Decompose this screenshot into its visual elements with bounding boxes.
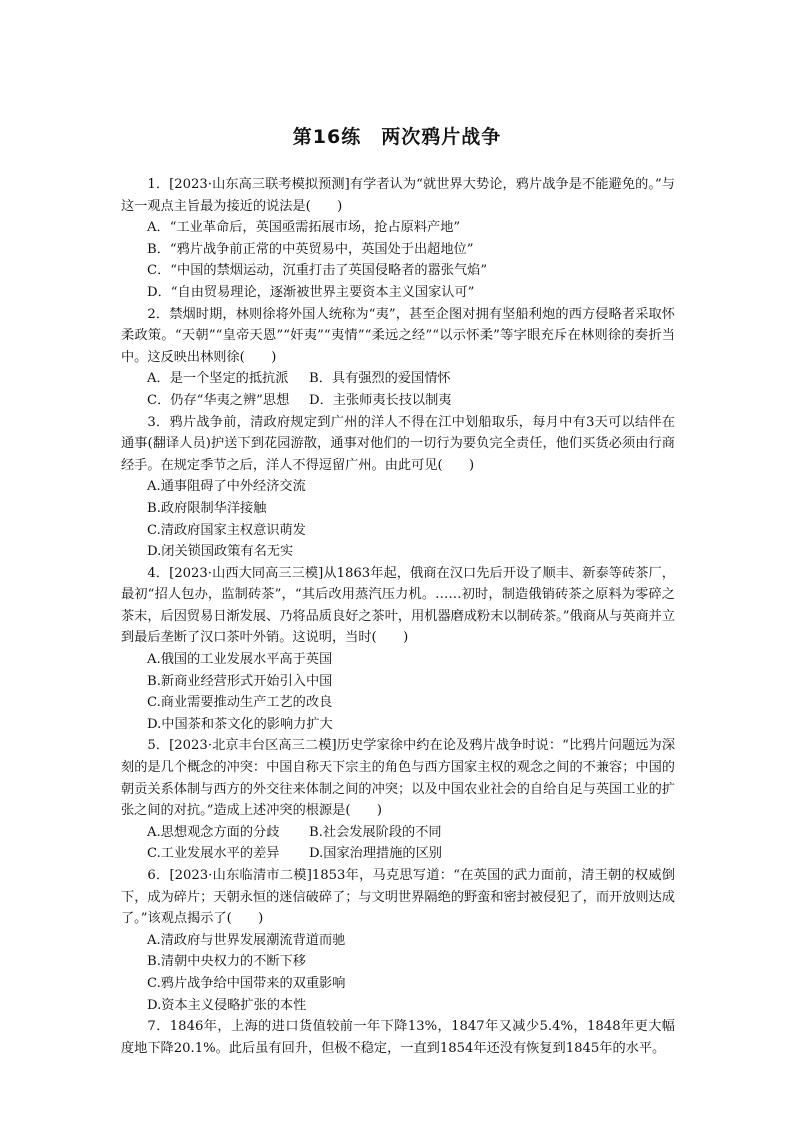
option-a: A．“工业革命后，英国亟需拓展市场，抢占原料产地”	[147, 220, 461, 236]
option-d: D.资本主义侵略扩张的本性	[147, 997, 307, 1013]
question-stem: 7．1846年，上海的进口货值较前一年下降13%，1847年又减少5.4%，1848年更大幅度地下降20.1%。此后虽有回升，但极不稳定，一直到1854年还没有恢复到1845年的水平。	[121, 1019, 675, 1056]
option-b: B.社会发展阶段的不同	[309, 824, 442, 840]
option-a: A.俄国的工业发展水平高于英国	[147, 652, 333, 668]
option-d: D．“自由贸易理论，逐渐被世界主要资本主义国家认可”	[147, 284, 475, 300]
question-2	[121, 304, 675, 412]
option-d: D.闭关锁国政策有名无实	[147, 544, 294, 560]
question-stem: 2．禁烟时期，林则徐将外国人统称为“夷”，甚至企图对拥有坚船利炮的西方侵略者采取怀柔政策。“天朝”“皇帝天恩”“奸夷”“夷情”“柔远之经”“以示怀柔”等字眼充斥在林则徐的奏折当中。这反映出林则徐( )	[121, 306, 675, 365]
option-c: C．“中国的禁烟运动，沉重打击了英国侵略者的嚣张气焰”	[147, 263, 488, 279]
option-c: C．仍存“华夷之辨”思想	[147, 392, 290, 408]
option-b: B.政府限制华洋接触	[147, 500, 267, 516]
page-title: 第16练 两次鸦片战争	[292, 126, 502, 148]
option-c: C.鸦片战争给中国带来的双重影响	[147, 975, 346, 991]
option-a: A.思想观念方面的分歧	[147, 824, 280, 840]
option-a: A.清政府与世界发展潮流背道而驰	[147, 932, 346, 948]
question-stem: 5．[2023·北京丰台区高三二模]历史学家徐中约在论及鸦片战争时说：“比鸦片问题远为深刻的是几个概念的冲突：中国自称天下宗主的角色与西方国家主权的观念之间的不兼容；中国的朝贡关系体制与西方的外交往来体制之间的冲突；以及中国农业社会的自给自足与英国工业的扩张之间的对抗。”造成上述冲突的根源是( )	[121, 738, 675, 819]
question-stem: 3．鸦片战争前，清政府规定到广州的洋人不得在江中划船取乐，每月中有3天可以结伴在通事(翻译人员)护送下到花园游散，通事对他们的一切行为要负完全责任，他们买货必须由行商经手。在规定季节之后，洋人不得逗留广州。由此可见( )	[121, 414, 675, 473]
option-row	[121, 368, 675, 390]
option-a: A．是一个坚定的抵抗派	[147, 371, 289, 387]
option-row	[121, 843, 675, 865]
question-7	[121, 1016, 675, 1059]
question-stem: 6．[2023·山东临清市二模]1853年，马克思写道：“在英国的武力面前，清王朝的权威倒下，成为碎片；天朝永恒的迷信破碎了；与文明世界隔绝的野蛮和密封被侵犯了，而开放则达成了。”该观点揭示了( )	[121, 868, 675, 927]
option-b: B.新商业经营形式开始引入中国	[147, 673, 333, 689]
option-d: D.国家治理措施的区别	[309, 846, 442, 862]
question-3	[121, 412, 675, 563]
option-b: B．“鸦片战争前正常的中英贸易中，英国处于出超地位”	[147, 241, 474, 257]
option-c: C.清政府国家主权意识萌发	[147, 522, 306, 538]
question-1	[121, 174, 675, 304]
option-row	[121, 390, 675, 412]
question-stem: 1．[2023·山东高三联考模拟预测]有学者认为“就世界大势论，鸦片战争是不能避免的。”与这一观点主旨最为接近的说法是( )	[121, 177, 675, 214]
option-c: C.工业发展水平的差异	[147, 846, 280, 862]
question-stem: 4．[2023·山西大同高三三模]从1863年起，俄商在汉口先后开设了顺丰、新泰等砖茶厂，最初“招人包办，监制砖茶”，“其后改用蒸汽压力机。……初时，制造俄销砖茶之原料为零碎之茶末，后因贸易日渐发展、乃将品质良好之茶叶，用机器磨成粉末以制砖茶。”俄商从与英商并立到最后垄断了汉口茶叶外销。这说明，当时( )	[121, 565, 676, 646]
option-row	[121, 822, 675, 844]
option-a: A.通事阻碍了中外经济交流	[147, 479, 306, 495]
option-d: D.中国茶和茶文化的影响力扩大	[147, 716, 333, 732]
option-b: B．具有强烈的爱国情怀	[309, 371, 451, 387]
question-5	[121, 735, 675, 865]
question-6	[121, 865, 675, 1016]
option-b: B.清朝中央权力的不断下移	[147, 954, 306, 970]
option-c: C.商业需要推动生产工艺的改良	[147, 695, 333, 711]
question-4	[121, 563, 675, 736]
question-list	[121, 174, 675, 1059]
option-d: D．主张师夷长技以制夷	[309, 392, 452, 408]
